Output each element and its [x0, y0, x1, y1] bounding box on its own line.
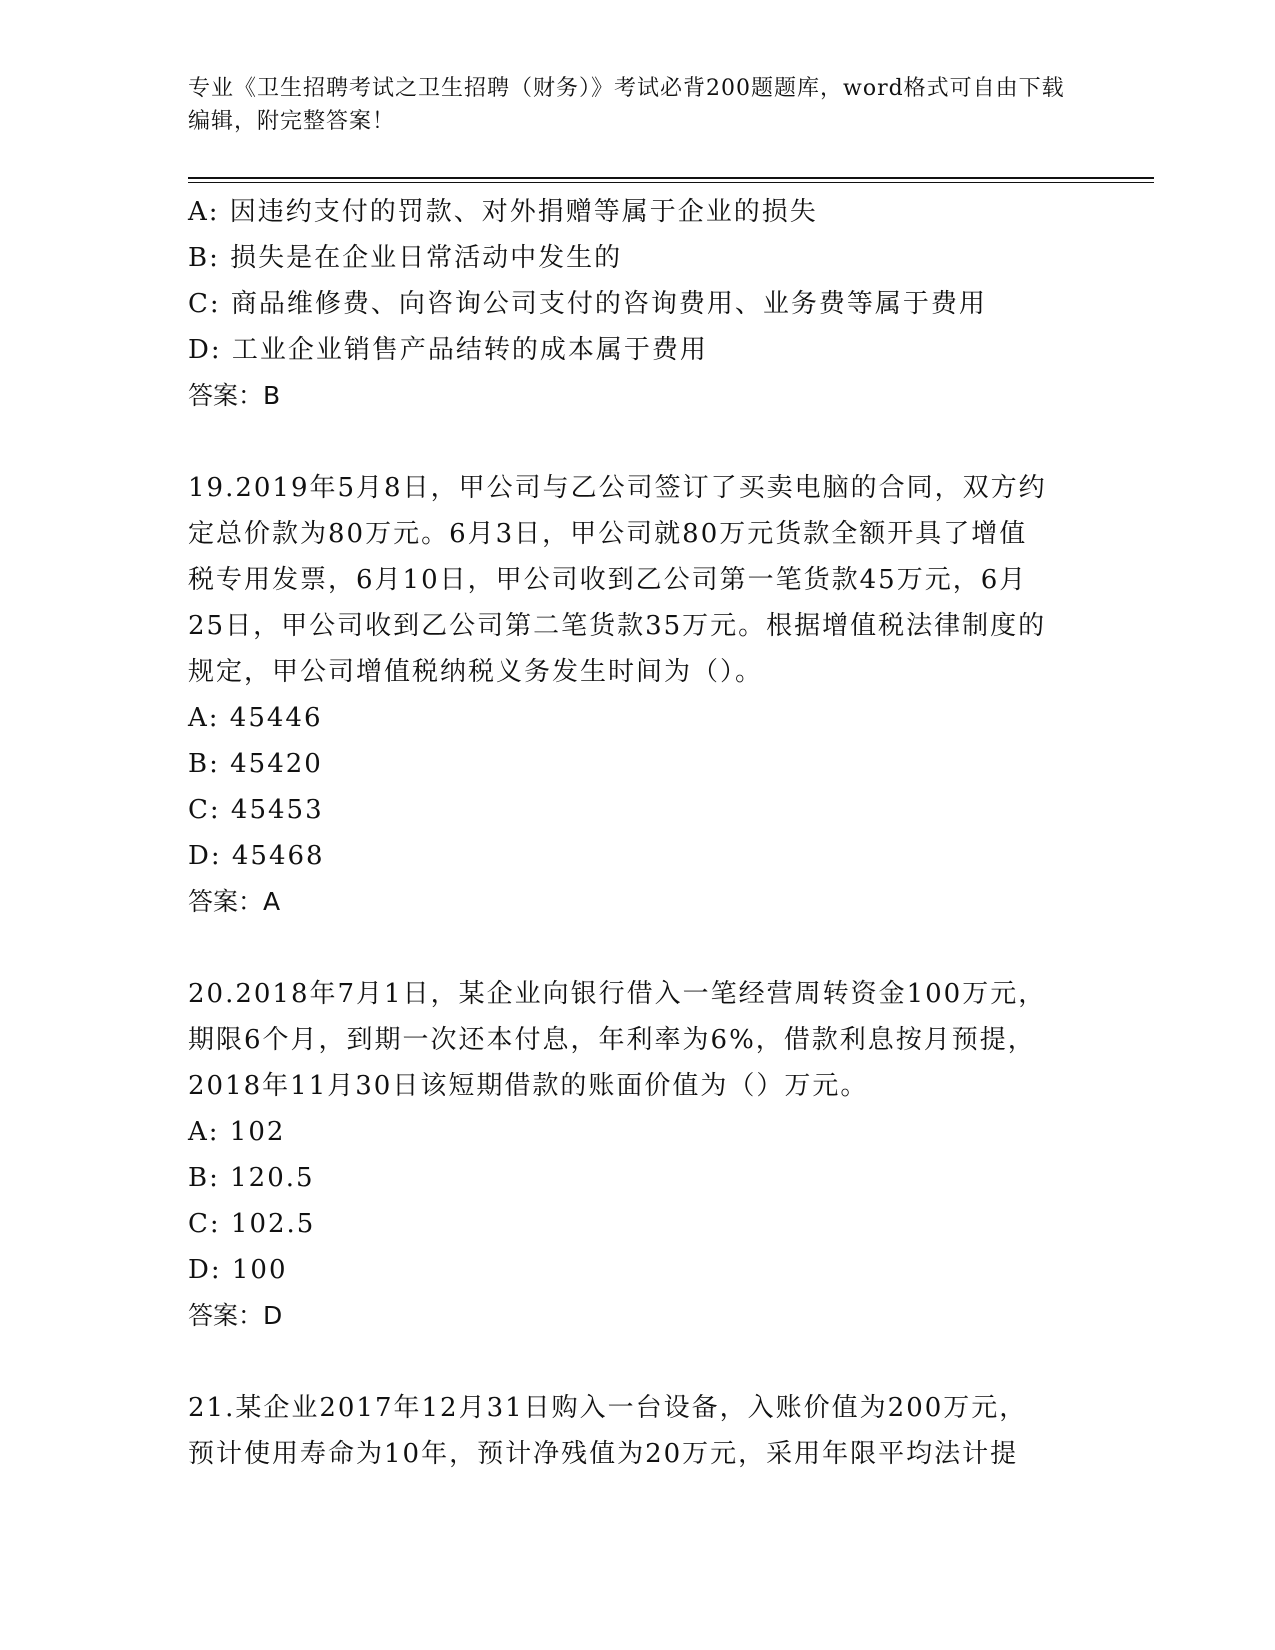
option-a: A: 45446	[188, 703, 323, 733]
option-b: B: 45420	[188, 749, 323, 779]
header-divider-thin	[188, 182, 1154, 183]
answer-line: 答案：A	[188, 887, 281, 916]
question-text-line: 2018年11月30日该短期借款的账面价值为（）万元。	[188, 1071, 869, 1101]
option-d: D: 工业企业销售产品结转的成本属于费用	[188, 335, 708, 365]
question-text-line: 21.某企业2017年12月31日购入一台设备，入账价值为200万元，	[188, 1393, 1028, 1423]
question-text-line: 规定，甲公司增值税纳税义务发生时间为（）。	[188, 657, 764, 687]
option-d: D: 100	[188, 1255, 288, 1285]
question-18-block	[188, 189, 1088, 419]
spacer	[188, 1339, 1088, 1385]
option-b: B: 120.5	[188, 1163, 315, 1193]
option-c: C: 45453	[188, 795, 324, 825]
question-text-line: 期限6个月，到期一次还本付息，年利率为6%，借款利息按月预提，	[188, 1025, 1036, 1055]
question-21-block	[188, 1385, 1088, 1477]
option-a: A: 因违约支付的罚款、对外捐赠等属于企业的损失	[188, 197, 818, 227]
question-20-block	[188, 971, 1088, 1339]
answer-line: 答案：B	[188, 381, 281, 410]
spacer	[188, 419, 1088, 465]
question-text-line: 19.2019年5月8日，甲公司与乙公司签订了买卖电脑的合同，双方约	[188, 473, 1047, 503]
question-text-line: 预计使用寿命为10年，预计净残值为20万元，采用年限平均法计提	[188, 1439, 1019, 1469]
question-text-line: 25日，甲公司收到乙公司第二笔货款35万元。根据增值税法律制度的	[188, 611, 1047, 641]
header-divider-thick	[188, 177, 1154, 179]
option-b: B: 损失是在企业日常活动中发生的	[188, 243, 623, 273]
answer-line: 答案：D	[188, 1301, 283, 1330]
question-text-line: 定总价款为80万元。6月3日，甲公司就80万元货款全额开具了增值	[188, 519, 1028, 549]
question-text-line: 税专用发票，6月10日，甲公司收到乙公司第一笔货款45万元，6月	[188, 565, 1028, 595]
option-d: D: 45468	[188, 841, 325, 871]
option-c: C: 102.5	[188, 1209, 316, 1239]
question-19-block	[188, 465, 1088, 925]
document-header: 专业《卫生招聘考试之卫生招聘（财务）》考试必背200题题库，word格式可自由下载编辑，附完整答案！	[188, 76, 1065, 134]
option-a: A: 102	[188, 1117, 286, 1147]
spacer	[188, 925, 1088, 971]
question-text-line: 20.2018年7月1日，某企业向银行借入一笔经营周转资金100万元，	[188, 979, 1047, 1009]
option-c: C: 商品维修费、向咨询公司支付的咨询费用、业务费等属于费用	[188, 289, 987, 319]
question-content	[188, 189, 1088, 1477]
